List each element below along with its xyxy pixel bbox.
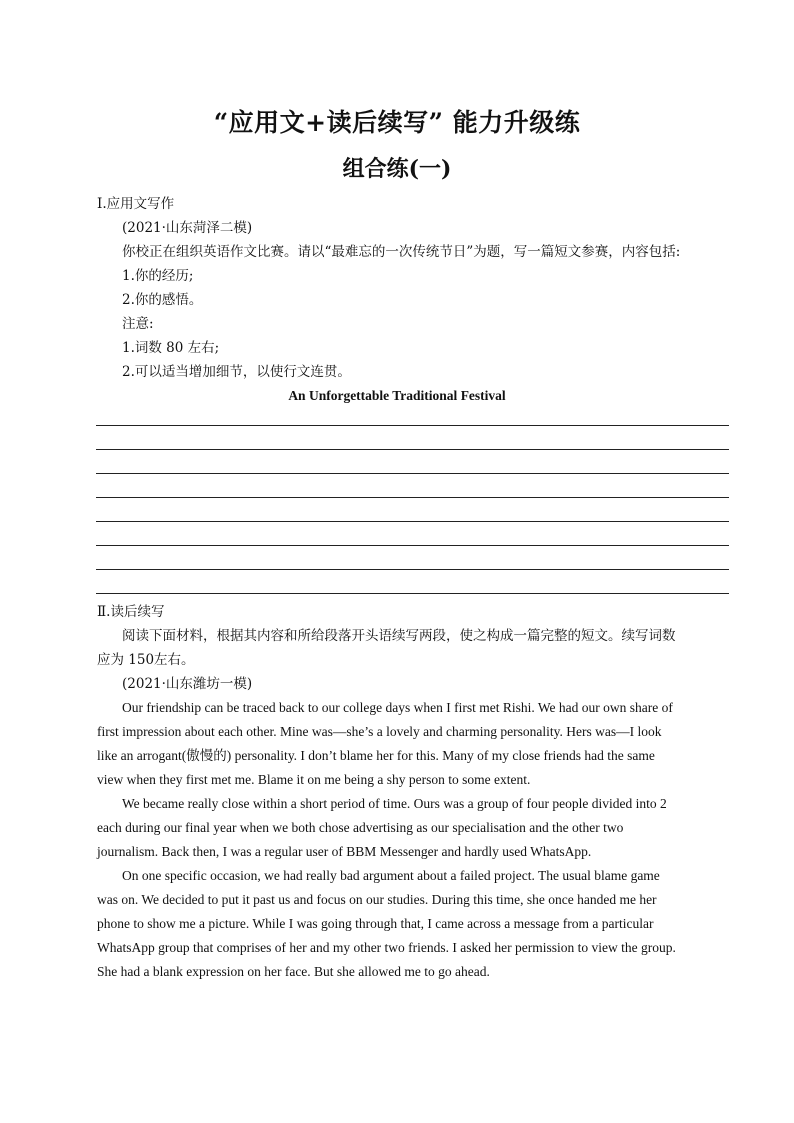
passage-line: journalism. Back then, I was a regular user of BBM Messenger and hardly used WhatsApp. (97, 844, 592, 859)
passage-line: was on. We decided to put it past us and focus on our studies. During this time, she once handed me her (97, 892, 657, 907)
page-subtitle: 组合练(一) (342, 156, 452, 182)
section1-note-label: 注意: (122, 316, 154, 332)
section1-point-1: 1.你的经历; (122, 268, 194, 284)
passage-line: We became really close within a short period of time. Ours was a group of four people divided into 2 (122, 796, 667, 811)
answer-line[interactable] (96, 473, 729, 474)
answer-line[interactable] (96, 497, 729, 498)
section2-heading: Ⅱ.读后续写 (97, 604, 165, 620)
passage-line: phone to show me a picture. While I was going through that, I came across a message from a particular (97, 916, 654, 931)
section2-source: (2021·山东潍坊一模) (122, 676, 253, 692)
passage-line: each during our final year when we both chose advertising as our specialisation and the other two (97, 820, 624, 835)
section1-source: (2021·山东菏泽二模) (122, 220, 253, 236)
section1-note-1: 1.词数 80 左右; (122, 340, 220, 356)
passage-line: view when they first met me. Blame it on me being a shy person to some extent. (97, 772, 531, 787)
page-title: “应用文+读后续写” 能力升级练 (213, 108, 581, 137)
answer-line[interactable] (96, 425, 729, 426)
section1-prompt: 你校正在组织英语作文比赛。请以“最难忘的一次传统节日”为题，写一篇短文参赛，内容包括: (122, 244, 681, 260)
passage-line: WhatsApp group that comprises of her and my other two friends. I asked her permission to view the group. (97, 940, 676, 955)
answer-line[interactable] (96, 449, 729, 450)
section1-note-2: 2.可以适当增加细节，以使行文连贯。 (122, 364, 351, 380)
passage-line: Our friendship can be traced back to our college days when I first met Rishi. We had our own share of (122, 700, 673, 715)
section1-point-2: 2.你的感悟。 (122, 292, 203, 308)
passage-line: On one specific occasion, we had really bad argument about a failed project. The usual blame game (122, 868, 660, 883)
answer-line[interactable] (96, 593, 729, 594)
passage-line: like an arrogant(傲慢的) personality. I don’t blame her for this. Many of my close friends had the same (97, 748, 655, 763)
answer-line[interactable] (96, 521, 729, 522)
section2-prompt-line-1: 阅读下面材料，根据其内容和所给段落开头语续写两段，使之构成一篇完整的短文。续写词数 (122, 628, 676, 644)
essay-title: An Unforgettable Traditional Festival (288, 388, 506, 403)
passage-line: first impression about each other. Mine was—she’s a lovely and charming personality. Hers was—I look (97, 724, 662, 739)
section1-heading: Ⅰ.应用文写作 (97, 196, 175, 212)
answer-line[interactable] (96, 545, 729, 546)
passage-line: She had a blank expression on her face. But she allowed me to go ahead. (97, 964, 490, 979)
answer-line[interactable] (96, 569, 729, 570)
section2-prompt-line-2: 应为 150左右。 (97, 652, 195, 668)
